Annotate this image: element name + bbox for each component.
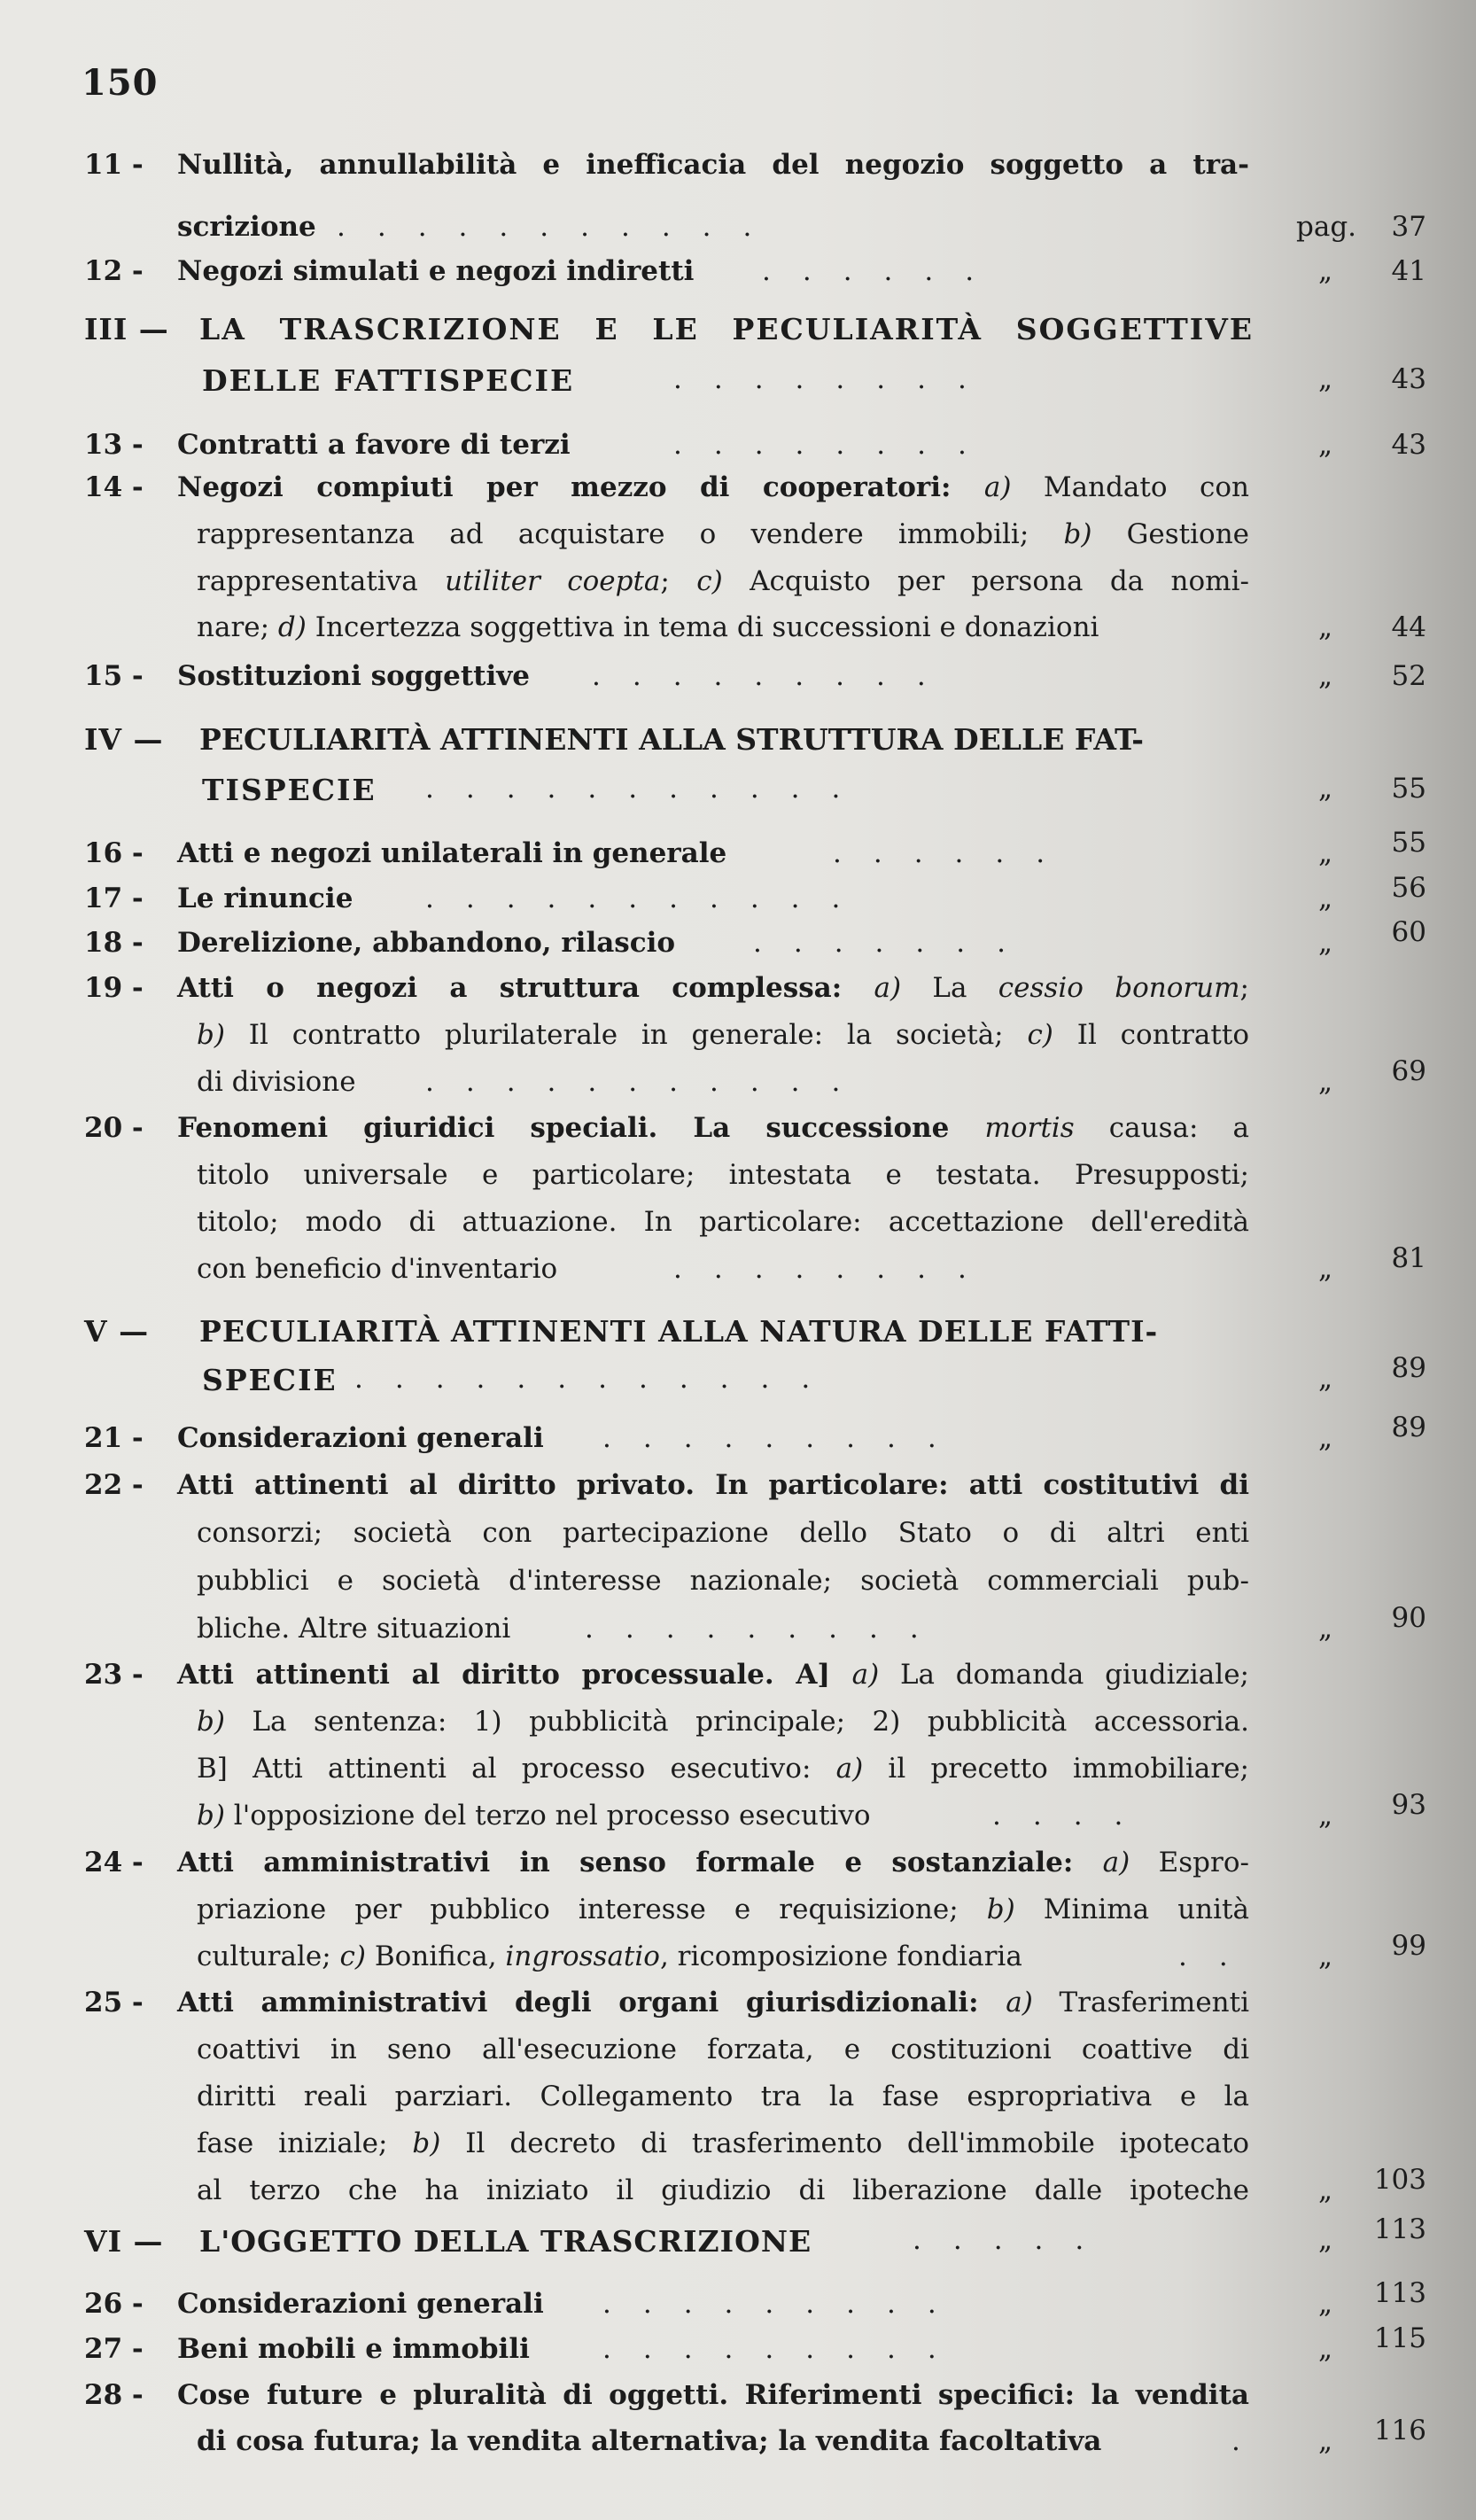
leader-dots: ........... — [425, 773, 873, 805]
ditto-mark: „ — [1318, 1800, 1333, 1832]
ditto-mark: „ — [1318, 837, 1333, 869]
chapter-title: SPECIE — [202, 1363, 338, 1397]
entry-text: Negozi compiuti per mezzo di cooperatori: — [177, 471, 984, 503]
entry-text: Atti e negozi unilaterali in generale — [177, 837, 727, 869]
leader-dots: ...... — [762, 255, 1006, 287]
entry-text: di divisione — [197, 1066, 356, 1098]
ditto-mark: „ — [1318, 611, 1333, 643]
ditto-mark: „ — [1318, 1941, 1333, 1972]
chapter-title: DELLE FATTISPECIE — [202, 363, 575, 398]
ditto-mark: „ — [1318, 2288, 1333, 2320]
entry-text: Considerazioni generali — [177, 1422, 544, 1454]
page-number: 150 — [82, 62, 159, 104]
ditto-mark: „ — [1318, 773, 1333, 805]
entry-number: 18 - — [84, 927, 144, 959]
page-ref: 89 — [1391, 1352, 1426, 1384]
entry-number: 20 - — [84, 1112, 144, 1144]
entry-number: 11 - — [84, 149, 144, 181]
item-marker: b) — [1063, 518, 1092, 550]
page-ref: 44 — [1391, 611, 1426, 643]
entry-text: Fenomeni giuridici speciali. La successione — [177, 1112, 985, 1144]
entry-text: causa: a — [1074, 1112, 1249, 1144]
entry-text: Negozi simulati e negozi indiretti — [177, 255, 695, 287]
entry-text: con beneficio d'inventario — [197, 1253, 558, 1285]
leader-dots: ........... — [425, 1066, 873, 1098]
page-ref: 90 — [1391, 1602, 1426, 1634]
entry-text: Nullità, annullabilità e inefficacia del negozio soggetto a tra- — [177, 149, 1249, 181]
entry-text: Incertezza soggettiva in tema di successioni e donazioni — [306, 611, 1099, 643]
item-marker: b) — [197, 1706, 225, 1738]
ditto-mark: „ — [1318, 429, 1333, 461]
entry-text: consorzi; società con partecipazione dello Stato o di altri enti — [197, 1517, 1249, 1549]
entry-text: il precetto immobiliare; — [863, 1753, 1249, 1785]
entry-text: pubblici e società d'interesse nazionale; società commerciali pub- — [197, 1565, 1249, 1597]
item-marker: a) — [874, 972, 902, 1004]
chapter-title: TISPECIE — [202, 773, 377, 807]
entry-text: La — [901, 972, 998, 1004]
entry-text: Il contratto plurilaterale in generale: la società; — [224, 1019, 1028, 1051]
item-marker: b) — [412, 2127, 441, 2159]
entry-number: 25 - — [84, 1987, 144, 2018]
leader-dots: ........... — [337, 211, 784, 243]
entry-number: 14 - — [84, 471, 144, 503]
entry-number: 27 - — [84, 2333, 144, 2365]
leader-dots: . — [1231, 2425, 1272, 2457]
entry-text: Espro- — [1130, 1847, 1249, 1878]
entry-text: Acquisto per persona da nomi- — [722, 565, 1249, 597]
item-marker: b) — [986, 1894, 1015, 1925]
entry-text: l'opposizione del terzo nel processo esecutivo — [224, 1800, 871, 1832]
entry-text: rappresentativa — [197, 565, 446, 597]
entry-text: Atti amministrativi in senso formale e sostanziale: — [177, 1847, 1103, 1878]
leader-dots: ...... — [833, 837, 1077, 869]
item-marker: a) — [835, 1753, 864, 1785]
chapter-title: L'OGGETTO DELLA TRASCRIZIONE — [199, 2224, 812, 2259]
entry-text: La sentenza: 1) pubblicità principale; 2) pubblicità accessoria. — [224, 1706, 1249, 1738]
item-marker: a) — [851, 1659, 880, 1691]
leader-dots: ......... — [585, 1613, 951, 1645]
entry-text: Considerazioni generali — [177, 2288, 544, 2320]
entry-text: priazione per pubblico interesse e requisizione; — [197, 1894, 987, 1925]
leader-dots: ........... — [425, 883, 873, 914]
page-ref: 43 — [1391, 363, 1426, 395]
leader-dots: ........ — [673, 363, 998, 395]
entry-number: 13 - — [84, 429, 144, 461]
leader-dots: ............ — [354, 1363, 843, 1395]
page-ref: 52 — [1391, 660, 1426, 692]
leader-dots: ....... — [753, 927, 1037, 959]
entry-text: nare; — [197, 611, 278, 643]
entry-number: 23 - — [84, 1659, 144, 1691]
ditto-mark: „ — [1318, 927, 1333, 959]
leader-dots: .... — [992, 1800, 1155, 1832]
entry-text: Trasferimenti — [1032, 1987, 1250, 2018]
leader-dots: ......... — [602, 2333, 968, 2365]
page-ref: 56 — [1391, 872, 1426, 904]
leader-dots: ......... — [592, 660, 958, 692]
item-marker: a) — [1102, 1847, 1130, 1878]
leader-dots: ........ — [673, 1253, 998, 1285]
item-marker: a) — [983, 471, 1012, 503]
ditto-mark: „ — [1318, 1613, 1333, 1645]
entry-text: B] Atti attinenti al processo esecutivo: — [197, 1753, 836, 1785]
entry-text: titolo; modo di attuazione. In particolare: accettazione dell'eredità — [197, 1206, 1249, 1238]
item-marker: a) — [1006, 1987, 1033, 2018]
entry-number: 28 - — [84, 2379, 144, 2411]
page-ref-prefix: pag. — [1296, 211, 1357, 243]
latin-term: cessio bonorum — [998, 972, 1240, 1004]
page-ref: 37 — [1391, 211, 1426, 243]
entry-number: 22 - — [84, 1469, 144, 1501]
entry-text: culturale; — [197, 1941, 340, 1972]
chapter-number: VI — — [84, 2224, 164, 2259]
latin-term: ingrossatio — [505, 1941, 660, 1972]
entry-text: Atti amministrativi degli organi giurisdizionali: — [177, 1987, 1006, 2018]
entry-text: fase iniziale; — [197, 2127, 413, 2159]
chapter-title: LA TRASCRIZIONE E LE PECULIARITÀ SOGGETTIVE — [199, 312, 1254, 346]
page-ref: 93 — [1391, 1789, 1426, 1821]
ditto-mark: „ — [1318, 660, 1333, 692]
entry-text: Il decreto di trasferimento dell'immobile ipotecato — [440, 2127, 1249, 2159]
entry-text: Beni mobili e immobili — [177, 2333, 530, 2365]
entry-text: rappresentanza ad acquistare o vendere immobili; — [197, 518, 1064, 550]
ditto-mark: „ — [1318, 2174, 1333, 2206]
entry-number: 16 - — [84, 837, 144, 869]
ditto-mark: „ — [1318, 2425, 1333, 2457]
page-ref: 55 — [1391, 773, 1426, 805]
entry-text: Le rinuncie — [177, 883, 353, 914]
entry-number: 15 - — [84, 660, 144, 692]
chapter-number: IV — — [84, 722, 164, 757]
leader-dots: ......... — [602, 2288, 968, 2320]
page-ref: 116 — [1373, 2415, 1426, 2446]
entry-text: Atti attinenti al diritto privato. In particolare: atti costitutivi di — [177, 1469, 1249, 1501]
entry-text: Bonifica, — [366, 1941, 506, 1972]
entry-text: ; — [1239, 972, 1249, 1004]
entry-text: Mandato con — [1011, 471, 1249, 503]
page-ref: 81 — [1391, 1242, 1426, 1274]
item-marker: c) — [696, 565, 723, 597]
ditto-mark: „ — [1318, 2333, 1333, 2365]
leader-dots: .. — [1178, 1941, 1260, 1972]
entry-number: 21 - — [84, 1422, 144, 1454]
page-ref: 43 — [1391, 429, 1426, 461]
ditto-mark: „ — [1318, 363, 1333, 395]
item-marker: d) — [277, 611, 307, 643]
page-ref: 55 — [1391, 827, 1426, 859]
ditto-mark: „ — [1318, 1253, 1333, 1285]
ditto-mark: „ — [1318, 2224, 1333, 2256]
entry-text: Contratti a favore di terzi — [177, 429, 571, 461]
entry-text: Sostituzioni soggettive — [177, 660, 530, 692]
ditto-mark: „ — [1318, 1363, 1333, 1395]
entry-text: scrizione — [177, 211, 316, 243]
page-ref: 69 — [1391, 1055, 1426, 1087]
entry-text: Il contratto — [1053, 1019, 1249, 1051]
page-ref: 89 — [1391, 1412, 1426, 1443]
latin-term: mortis — [984, 1112, 1075, 1144]
leader-dots: ........ — [673, 429, 998, 461]
item-marker: c) — [339, 1941, 366, 1972]
leader-dots: ..... — [913, 2224, 1116, 2256]
page-ref: 113 — [1373, 2213, 1426, 2245]
ditto-mark: „ — [1318, 1066, 1333, 1098]
entry-text: Gestione — [1091, 518, 1250, 550]
entry-number: 19 - — [84, 972, 144, 1004]
entry-text: coattivi in seno all'esecuzione forzata, e costituzioni coattive di — [197, 2034, 1249, 2065]
page-ref: 103 — [1373, 2164, 1426, 2196]
entry-number: 26 - — [84, 2288, 144, 2320]
entry-number: 17 - — [84, 883, 144, 914]
entry-text: di cosa futura; la vendita alternativa; la vendita facoltativa — [197, 2425, 1102, 2457]
entry-text: Atti attinenti al diritto processuale. A] — [177, 1659, 852, 1691]
entry-text: bliche. Altre situazioni — [197, 1613, 511, 1645]
chapter-number: V — — [84, 1314, 150, 1349]
entry-text: La domanda giudiziale; — [879, 1659, 1249, 1691]
page-ref: 99 — [1391, 1930, 1426, 1962]
entry-text: diritti reali parziari. Collegamento tra la fase espropriativa e la — [197, 2081, 1249, 2112]
page-ref: 113 — [1373, 2277, 1426, 2309]
entry-text: Derelizione, abbandono, rilascio — [177, 927, 676, 959]
item-marker: c) — [1027, 1019, 1053, 1051]
entry-text: titolo universale e particolare; intestata e testata. Presupposti; — [197, 1159, 1249, 1191]
entry-text: ; — [660, 565, 697, 597]
ditto-mark: „ — [1318, 883, 1333, 914]
entry-text: Atti o negozi a struttura complessa: — [177, 972, 874, 1004]
page-ref: 41 — [1391, 255, 1426, 287]
entry-text: Cose future e pluralità di oggetti. Riferimenti specifici: la vendita — [177, 2379, 1249, 2411]
chapter-title: PECULIARITÀ ATTINENTI ALLA STRUTTURA DELLE FAT- — [199, 722, 1144, 757]
item-marker: b) — [197, 1019, 225, 1051]
chapter-title: PECULIARITÀ ATTINENTI ALLA NATURA DELLE FATTI- — [199, 1314, 1159, 1349]
leader-dots: ......... — [602, 1422, 968, 1454]
latin-term: utiliter coepta — [445, 565, 661, 597]
chapter-number: III — — [84, 312, 169, 346]
ditto-mark: „ — [1318, 255, 1333, 287]
item-marker: b) — [197, 1800, 225, 1832]
entry-text: Minima unità — [1014, 1894, 1249, 1925]
entry-text: , ricomposizione fondiaria — [659, 1941, 1022, 1972]
entry-number: 12 - — [84, 255, 144, 287]
page-ref: 115 — [1373, 2322, 1426, 2354]
page-ref: 60 — [1391, 916, 1426, 948]
ditto-mark: „ — [1318, 1422, 1333, 1454]
entry-text: al terzo che ha iniziato il giudizio di liberazione dalle ipoteche — [197, 2174, 1249, 2206]
entry-number: 24 - — [84, 1847, 144, 1878]
